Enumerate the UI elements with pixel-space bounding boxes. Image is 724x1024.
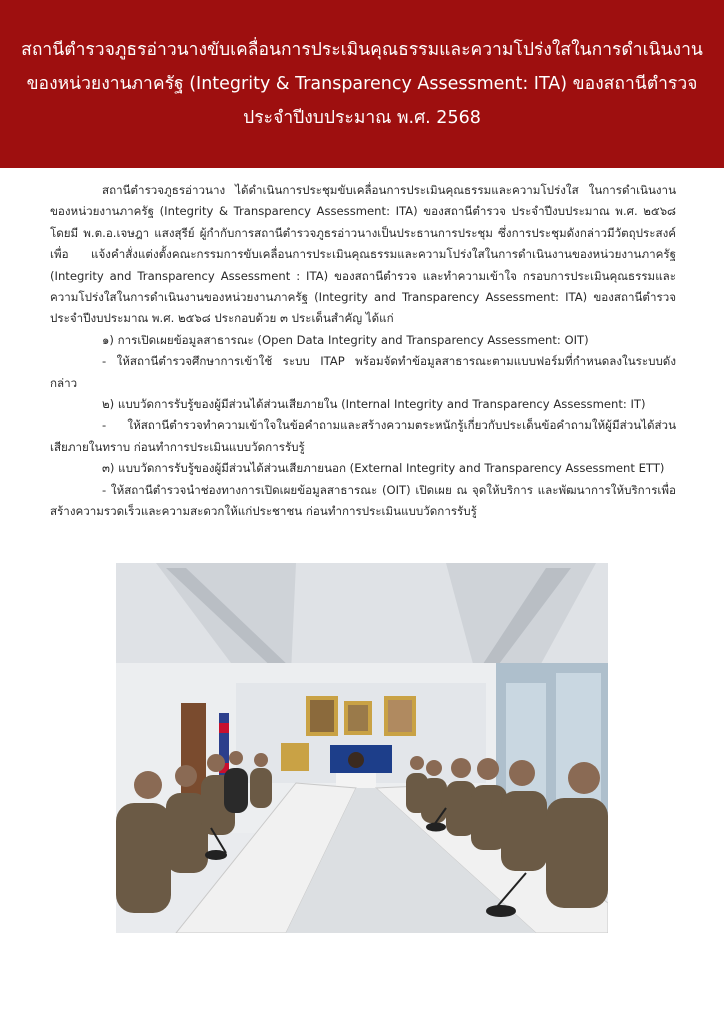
item-1-title: ๑) การเปิดเผยข้อมูลสาธารณะ (Open Data Integrity and Transparency Assessment: OIT) (102, 332, 589, 347)
meeting-photo (116, 563, 608, 933)
item-3-title: ๓) แบบวัดการรับรู้ของผู้มีส่วนได้ส่วนเสียภายนอก (External Integrity and Transparency Assessment ETT) (102, 461, 665, 476)
title-line-3: ประจำปีงบประมาณ พ.ศ. 2568 (243, 108, 481, 128)
title-line-1: สถานีตำรวจภูธรอ่าวนางขับเคลื่อนการประเมินคุณธรรมและความโปร่งใสในการดำเนินงาน (21, 40, 703, 60)
item-2-title: ๒) แบบวัดการรับรู้ของผู้มีส่วนได้ส่วนเสียภายใน (Internal Integrity and Transparency Assessment: IT) (102, 397, 646, 412)
intro-paragraph: สถานีตำรวจภูธรอ่าวนาง ได้ดำเนินการประชุมขับเคลื่อนการประเมินคุณธรรมและความโปร่งใส ในการดำเนินงานของหน่วยงานภาครัฐ (Integrity & Transparency Assessment: ITA) ของสถานีตำรวจ ประจำปีงบประมาณ พ.ศ. ๒๕๖๘ โดยมี พ.ต.อ.เจษฎา แสงสุรีย์ ผู้กำกับการสถานีตำรวจภูธรอ่าวนางเป็นประธานการประชุม ซึ่งการประชุมดังกล่าวมีวัตถุประสงค์เพื่อ แจ้งคำสั่งแต่งตั้งคณะกรรมการขับเคลื่อนการประเมินคุณธรรมและความโปร่งใสในการดำเนินงานของหน่วยงานภาครัฐ (Integrity and Transparency Assessment : ITA) ของสถานีตำรวจ และทำความเข้าใจ กรอบการประเมินคุณธรรมและความโปร่งใสในการดำเนินงานของหน่วยงานภาครัฐ (Integrity and Transparency Assessment: ITA) ของสถานีตำรวจ ประจำปีงบประมาณ พ.ศ. ๒๕๖๘ ประกอบด้วย ๓ ประเด็นสำคัญ ได้แก่ (50, 183, 676, 326)
item-2-detail: - ให้สถานีตำรวจทำความเข้าใจในข้อคำถามและสร้างความตระหนักรู้เกี่ยวกับประเด็นข้อคำถามให้ผู้มีส่วนได้ส่วนเสียภายในทราบ ก่อนทำการประเมินแบบวัดการรับรู้ (50, 418, 676, 454)
title-line-2: ของหน่วยงานภาครัฐ (Integrity & Transparency Assessment: ITA) ของสถานีตำรวจ (26, 74, 698, 94)
item-3-detail: - ให้สถานีตำรวจนำช่องทางการเปิดเผยข้อมูลสาธารณะ (OIT) เปิดเผย ณ จุดให้บริการ และพัฒนาการให้บริการเพื่อสร้างความรวดเร็วและความสะดวกให้แก่ประชาชน ก่อนทำการประเมินแบบวัดการรับรู้ (50, 482, 676, 519)
article-body (50, 180, 676, 523)
item-1-detail: - ให้สถานีตำรวจศึกษาการเข้าใช้ ระบบ ITAP พร้อมจัดทำข้อมูลสาธารณะตามแบบฟอร์มที่กำหนดลงในระบบดังกล่าว (50, 354, 676, 390)
chairman (348, 752, 364, 768)
title-banner (0, 0, 724, 168)
meeting-room-illustration (116, 563, 608, 933)
portrait-frame (281, 743, 309, 771)
